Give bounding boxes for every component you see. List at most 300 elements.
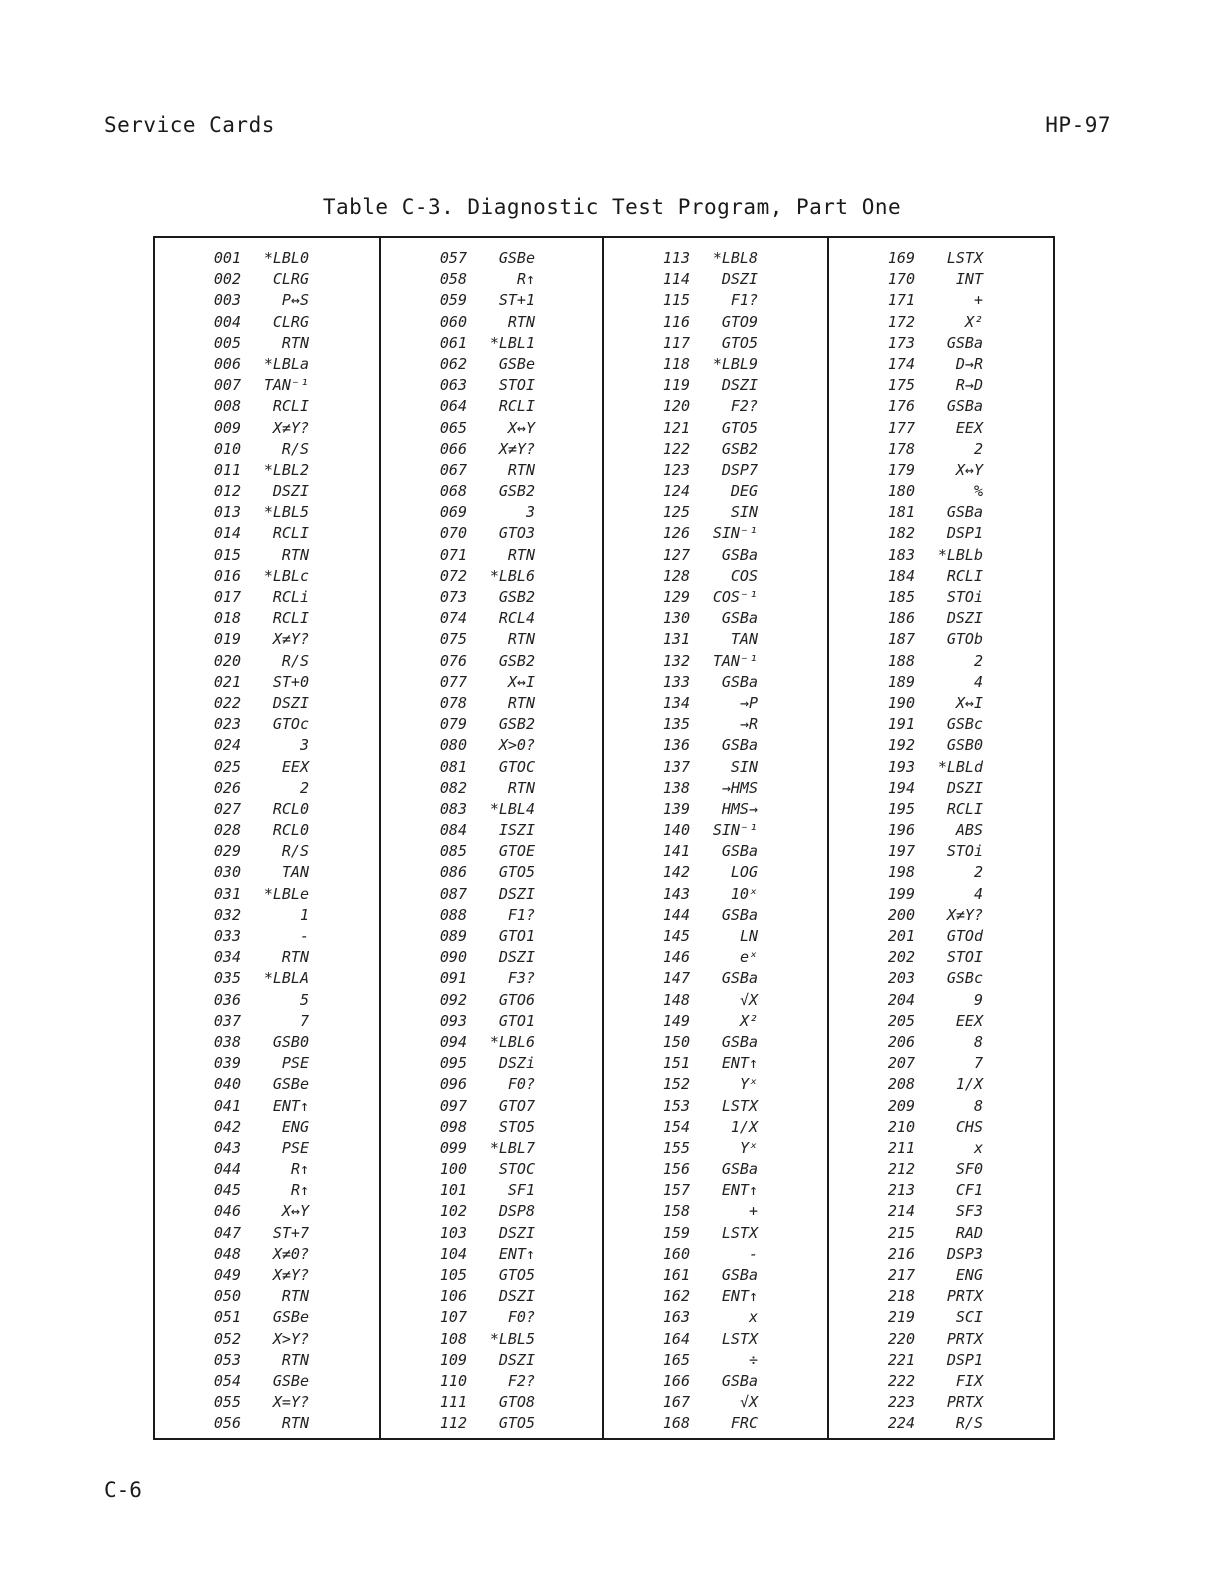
program-step: [155, 884, 379, 905]
program-step: [604, 1286, 827, 1307]
program-step: [155, 1053, 379, 1074]
step-instruction: R↑: [290, 1160, 309, 1179]
step-number: 019: [213, 630, 241, 649]
step-number: 088: [439, 905, 467, 924]
program-step: [155, 1392, 379, 1413]
step-number: 014: [213, 524, 241, 543]
step-number: 036: [213, 990, 241, 1009]
program-step: [155, 1244, 379, 1265]
program-step: [829, 1096, 1053, 1117]
step-instruction: +: [973, 291, 983, 310]
step-instruction: ENG: [281, 1117, 309, 1136]
step-number: 040: [213, 1075, 241, 1094]
step-number: 050: [213, 1287, 241, 1306]
step-instruction: GTO3: [498, 524, 535, 543]
program-step: [155, 1201, 379, 1222]
step-number: 126: [662, 524, 690, 543]
step-number: 222: [887, 1371, 915, 1390]
step-instruction: GSBa: [721, 609, 758, 628]
program-step: [829, 1350, 1053, 1371]
program-step: [604, 269, 827, 290]
step-number: 093: [439, 1011, 467, 1030]
step-number: 032: [213, 905, 241, 924]
step-number: 211: [887, 1138, 915, 1157]
step-instruction: CHS: [955, 1117, 983, 1136]
program-step: [155, 1117, 379, 1138]
step-instruction: GTOC: [498, 757, 535, 776]
program-step: [155, 418, 379, 439]
step-instruction: SIN⁻¹: [712, 821, 758, 840]
section-header: Service Cards: [104, 113, 275, 137]
step-instruction: X≠0?: [272, 1244, 309, 1263]
step-instruction: GTO8: [498, 1393, 535, 1412]
program-step: [604, 714, 827, 735]
program-step: [829, 439, 1053, 460]
step-number: 006: [213, 354, 241, 373]
step-number: 037: [213, 1011, 241, 1030]
step-number: 046: [213, 1202, 241, 1221]
step-instruction: *LBL9: [712, 354, 758, 373]
step-instruction: 4: [973, 672, 983, 691]
step-instruction: LSTX: [721, 1223, 758, 1242]
program-step: [381, 1286, 602, 1307]
program-step: [155, 1265, 379, 1286]
step-instruction: ENT↑: [721, 1287, 758, 1306]
step-instruction: GSBa: [946, 397, 983, 416]
step-number: 001: [213, 249, 241, 267]
step-number: 131: [662, 630, 690, 649]
program-step: [381, 1117, 602, 1138]
model-header: HP-97: [1045, 113, 1111, 137]
program-step: [155, 1180, 379, 1201]
step-instruction: RTN: [507, 460, 535, 479]
program-step: [604, 1074, 827, 1095]
step-number: 175: [887, 376, 915, 395]
step-number: 183: [887, 545, 915, 564]
step-number: 206: [887, 1032, 915, 1051]
program-step: [604, 566, 827, 587]
step-number: 068: [439, 482, 467, 501]
program-step: [381, 629, 602, 650]
step-number: 210: [887, 1117, 915, 1136]
step-instruction: GTOE: [498, 842, 535, 861]
program-step: [604, 1201, 827, 1222]
step-number: 200: [887, 905, 915, 924]
step-instruction: X>0?: [498, 736, 535, 755]
step-instruction: SIN⁻¹: [712, 524, 758, 543]
program-step: [381, 1307, 602, 1328]
program-step: [155, 820, 379, 841]
step-number: 038: [213, 1032, 241, 1051]
step-instruction: F2?: [730, 397, 758, 416]
program-step: [155, 1223, 379, 1244]
program-step: [604, 1350, 827, 1371]
step-instruction: GSB2: [498, 715, 535, 734]
step-instruction: -: [748, 1244, 758, 1263]
program-step: [155, 714, 379, 735]
step-instruction: RTN: [281, 545, 309, 564]
step-instruction: SCI: [955, 1308, 983, 1327]
program-step: [829, 375, 1053, 396]
step-instruction: *LBLA: [263, 969, 309, 988]
step-number: 016: [213, 566, 241, 585]
step-instruction: RTN: [281, 948, 309, 967]
program-step: [155, 947, 379, 968]
program-step: [604, 587, 827, 608]
step-instruction: GSB2: [721, 439, 758, 458]
step-instruction: FRC: [730, 1414, 758, 1433]
step-instruction: R/S: [955, 1414, 983, 1433]
program-step: [829, 778, 1053, 799]
program-step: [604, 439, 827, 460]
step-number: 224: [887, 1414, 915, 1433]
program-step: [829, 523, 1053, 544]
step-number: 039: [213, 1054, 241, 1073]
step-instruction: *LBLa: [263, 354, 309, 373]
step-instruction: ISZI: [498, 821, 535, 840]
step-instruction: GSB0: [946, 736, 983, 755]
program-step: [829, 841, 1053, 862]
step-number: 139: [662, 799, 690, 818]
program-step: [604, 735, 827, 756]
program-step: [604, 502, 827, 523]
program-step: [155, 799, 379, 820]
step-number: 053: [213, 1350, 241, 1369]
step-number: 023: [213, 715, 241, 734]
step-instruction: ENT↑: [498, 1244, 535, 1263]
program-step: [604, 926, 827, 947]
step-instruction: X≠Y?: [272, 1266, 309, 1284]
step-instruction: 2: [973, 651, 983, 670]
step-number: 157: [662, 1181, 690, 1200]
step-number: 063: [439, 376, 467, 395]
step-number: 011: [213, 460, 241, 479]
step-instruction: STOI: [946, 948, 983, 967]
program-step: [604, 693, 827, 714]
step-number: 077: [439, 672, 467, 691]
program-step: [604, 862, 827, 883]
step-number: 133: [662, 672, 690, 691]
step-instruction: TAN: [281, 863, 309, 882]
program-step: [829, 1413, 1053, 1434]
step-instruction: DSZI: [721, 376, 758, 395]
step-instruction: *LBLd: [937, 757, 983, 776]
step-instruction: TAN: [730, 630, 758, 649]
step-instruction: RTN: [281, 333, 309, 352]
program-step: [155, 990, 379, 1011]
program-step: [381, 1371, 602, 1392]
step-instruction: GSBa: [721, 969, 758, 988]
step-instruction: 3: [525, 503, 535, 522]
step-number: 197: [887, 842, 915, 861]
step-instruction: GSBc: [946, 969, 983, 988]
step-number: 017: [213, 588, 241, 606]
program-step: [155, 354, 379, 375]
program-step: [381, 1032, 602, 1053]
program-step: [829, 1371, 1053, 1392]
step-number: 128: [662, 566, 690, 585]
program-step: [381, 587, 602, 608]
step-number: 150: [662, 1032, 690, 1051]
step-instruction: LN: [739, 927, 758, 945]
program-step: [381, 523, 602, 544]
step-instruction: STOC: [498, 1160, 535, 1179]
step-number: 174: [887, 354, 915, 373]
step-number: 055: [213, 1393, 241, 1412]
step-instruction: X↔I: [507, 672, 535, 691]
program-step: [604, 460, 827, 481]
program-step: [604, 290, 827, 311]
step-instruction: *LBLc: [263, 566, 309, 585]
step-number: 202: [887, 948, 915, 967]
program-step: [829, 290, 1053, 311]
program-step: [155, 1350, 379, 1371]
step-number: 140: [662, 821, 690, 840]
program-step: [604, 523, 827, 544]
program-step: [829, 926, 1053, 947]
program-step: [829, 820, 1053, 841]
step-number: 035: [213, 969, 241, 988]
program-step: [155, 862, 379, 883]
step-instruction: GSBa: [721, 1371, 758, 1390]
step-number: 102: [439, 1202, 467, 1221]
step-number: 195: [887, 799, 915, 818]
step-number: 054: [213, 1371, 241, 1390]
step-instruction: RTN: [281, 1414, 309, 1433]
step-number: 182: [887, 524, 915, 543]
program-step: [829, 629, 1053, 650]
step-instruction: GTO7: [498, 1096, 535, 1115]
program-step: [829, 418, 1053, 439]
program-step: [381, 757, 602, 778]
step-instruction: DSP1: [946, 1350, 983, 1369]
program-step: [155, 290, 379, 311]
step-number: 208: [887, 1075, 915, 1094]
program-step: [155, 672, 379, 693]
step-instruction: GTO1: [498, 1011, 535, 1030]
program-listing-table: [153, 236, 1055, 1440]
program-step: [604, 757, 827, 778]
program-step: [155, 566, 379, 587]
step-instruction: DSZI: [946, 609, 983, 628]
step-number: 097: [439, 1096, 467, 1115]
step-number: 025: [213, 757, 241, 776]
program-step: [155, 1286, 379, 1307]
step-instruction: GTO9: [721, 312, 758, 331]
program-step: [381, 1053, 602, 1074]
step-instruction: *LBL4: [489, 799, 535, 818]
step-number: 127: [662, 545, 690, 564]
program-step: [381, 968, 602, 989]
step-instruction: GTO5: [498, 1414, 535, 1433]
step-number: 100: [439, 1160, 467, 1179]
step-instruction: RTN: [507, 545, 535, 564]
step-instruction: GSBa: [721, 545, 758, 564]
program-step: [381, 905, 602, 926]
step-number: 083: [439, 799, 467, 818]
program-step: [155, 248, 379, 269]
step-instruction: RCLI: [272, 524, 309, 543]
program-step: [829, 460, 1053, 481]
step-instruction: GSBa: [721, 736, 758, 755]
program-step: [604, 672, 827, 693]
program-step: [155, 1096, 379, 1117]
program-step: [604, 1371, 827, 1392]
step-instruction: ENT↑: [721, 1054, 758, 1073]
step-instruction: *LBL5: [489, 1329, 535, 1348]
program-step: [381, 1159, 602, 1180]
program-step: [829, 1329, 1053, 1350]
step-instruction: X↔I: [955, 693, 983, 712]
program-step: [604, 884, 827, 905]
step-instruction: STO5: [498, 1117, 535, 1136]
program-step: [604, 396, 827, 417]
step-number: 216: [887, 1244, 915, 1263]
program-step: [829, 312, 1053, 333]
program-step: [381, 375, 602, 396]
step-instruction: TAN⁻¹: [712, 651, 758, 670]
step-instruction: RCLi: [272, 588, 309, 606]
listing-column-3: [604, 238, 829, 1438]
program-step: [155, 1032, 379, 1053]
program-step: [381, 481, 602, 502]
step-number: 159: [662, 1223, 690, 1242]
step-number: 179: [887, 460, 915, 479]
step-number: 136: [662, 736, 690, 755]
program-step: [604, 947, 827, 968]
program-step: [155, 1159, 379, 1180]
program-step: [604, 1307, 827, 1328]
step-instruction: X↔Y: [281, 1202, 309, 1221]
step-instruction: LOG: [730, 863, 758, 882]
program-step: [155, 396, 379, 417]
step-instruction: *LBL6: [489, 566, 535, 585]
step-instruction: ST+0: [272, 672, 309, 691]
program-step: [155, 968, 379, 989]
step-number: 124: [662, 482, 690, 501]
step-number: 022: [213, 693, 241, 712]
step-number: 079: [439, 715, 467, 734]
step-number: 153: [662, 1096, 690, 1115]
step-number: 147: [662, 969, 690, 988]
step-number: 165: [662, 1350, 690, 1369]
program-step: [381, 502, 602, 523]
step-number: 107: [439, 1308, 467, 1327]
step-instruction: SIN: [730, 757, 758, 776]
step-number: 201: [887, 927, 915, 945]
program-step: [381, 269, 602, 290]
step-number: 092: [439, 990, 467, 1009]
step-number: 177: [887, 418, 915, 437]
step-instruction: DSP1: [946, 524, 983, 543]
step-number: 033: [213, 927, 241, 945]
step-instruction: DSZI: [498, 1350, 535, 1369]
program-step: [829, 566, 1053, 587]
step-instruction: -: [299, 927, 309, 945]
step-number: 027: [213, 799, 241, 818]
program-step: [381, 1180, 602, 1201]
step-instruction: GTOd: [946, 927, 983, 945]
program-step: [829, 1159, 1053, 1180]
program-step: [155, 905, 379, 926]
step-instruction: 2: [973, 863, 983, 882]
step-instruction: ENT↑: [721, 1181, 758, 1200]
step-instruction: GSBe: [272, 1308, 309, 1327]
program-step: [604, 545, 827, 566]
step-number: 007: [213, 376, 241, 395]
step-instruction: *LBL8: [712, 249, 758, 267]
program-step: [155, 523, 379, 544]
program-step: [155, 629, 379, 650]
step-number: 096: [439, 1075, 467, 1094]
step-instruction: COS: [730, 566, 758, 585]
program-step: [155, 439, 379, 460]
step-instruction: DSP8: [498, 1202, 535, 1221]
step-instruction: CF1: [955, 1181, 983, 1200]
step-number: 213: [887, 1181, 915, 1200]
step-instruction: F3?: [507, 969, 535, 988]
step-number: 138: [662, 778, 690, 797]
step-number: 154: [662, 1117, 690, 1136]
step-instruction: RTN: [507, 778, 535, 797]
step-instruction: LSTX: [721, 1096, 758, 1115]
program-step: [829, 502, 1053, 523]
program-step: [155, 545, 379, 566]
step-instruction: DSP3: [946, 1244, 983, 1263]
step-instruction: DSP7: [721, 460, 758, 479]
program-step: [381, 990, 602, 1011]
step-number: 078: [439, 693, 467, 712]
step-number: 020: [213, 651, 241, 670]
step-number: 003: [213, 291, 241, 310]
step-number: 002: [213, 270, 241, 289]
step-number: 012: [213, 482, 241, 501]
step-instruction: 5: [299, 990, 309, 1009]
program-step: [604, 1223, 827, 1244]
program-step: [381, 1223, 602, 1244]
step-instruction: STOI: [498, 376, 535, 395]
step-instruction: 1: [299, 905, 309, 924]
step-number: 104: [439, 1244, 467, 1263]
step-instruction: *LBL0: [263, 249, 309, 267]
program-step: [604, 1117, 827, 1138]
step-number: 066: [439, 439, 467, 458]
step-instruction: RTN: [281, 1350, 309, 1369]
step-instruction: x: [973, 1138, 983, 1157]
step-number: 024: [213, 736, 241, 755]
step-number: 173: [887, 333, 915, 352]
program-step: [381, 693, 602, 714]
step-number: 135: [662, 715, 690, 734]
program-step: [604, 418, 827, 439]
program-step: [829, 396, 1053, 417]
step-number: 067: [439, 460, 467, 479]
step-instruction: DSZI: [498, 948, 535, 967]
program-step: [604, 1053, 827, 1074]
program-step: [604, 1159, 827, 1180]
program-step: [604, 1265, 827, 1286]
program-step: [604, 841, 827, 862]
step-number: 101: [439, 1181, 467, 1200]
step-number: 148: [662, 990, 690, 1009]
program-step: [604, 1011, 827, 1032]
step-instruction: GTO1: [498, 927, 535, 945]
program-step: [604, 820, 827, 841]
program-step: [381, 1138, 602, 1159]
step-instruction: RCLI: [272, 397, 309, 416]
step-number: 045: [213, 1181, 241, 1200]
step-number: 129: [662, 588, 690, 606]
